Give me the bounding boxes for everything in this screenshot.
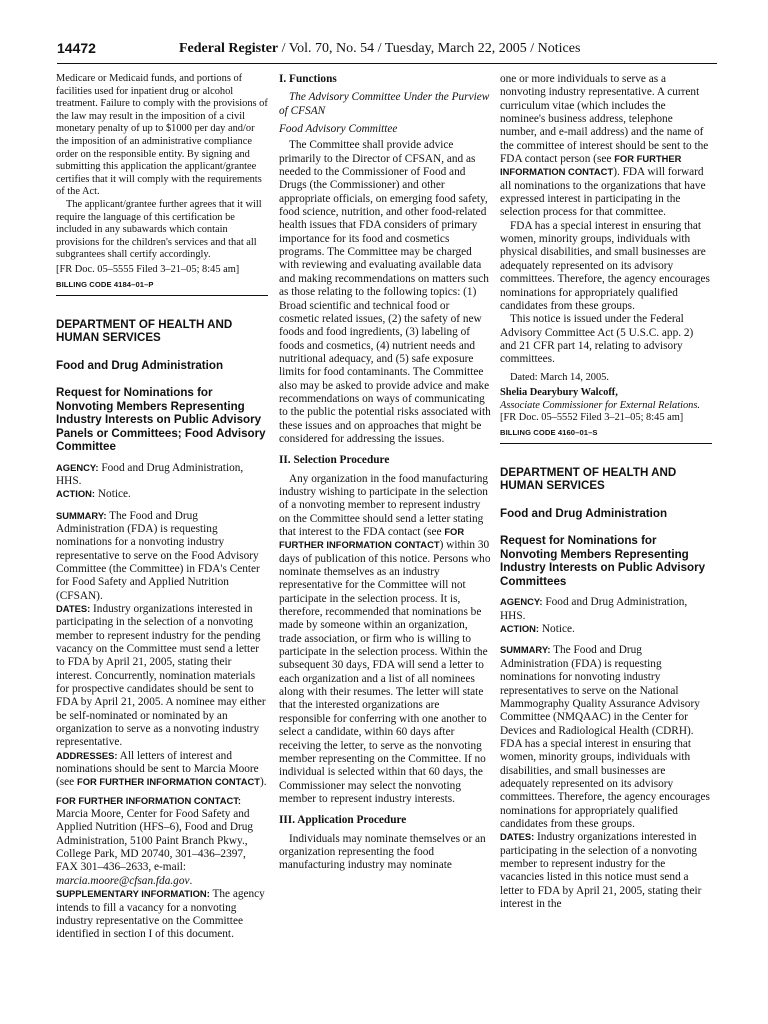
cross-reference: FOR FURTHER INFORMATION CONTACT	[500, 153, 682, 178]
signer-title: Associate Commissioner for External Relations.	[500, 399, 701, 411]
paragraph: Individuals may nominate themselves or an organization representing the food manufacturing industry may nominate	[279, 832, 486, 872]
agency-value: Food and Drug Administration, HHS.	[500, 596, 688, 622]
paragraph	[279, 473, 491, 807]
column-3	[500, 73, 712, 911]
paragraph: This notice is issued under the Federal Advisory Committee Act (5 U.S.C. app. 2) and 21 CFR part 14, relating to advisory committees.	[500, 313, 694, 366]
supplementary-text: The agency intends to fill a vacancy for a nonvoting industry representative on the Committee identified in section I of this document.	[56, 888, 265, 941]
running-head	[179, 41, 580, 57]
department-heading: DEPARTMENT OF HEALTH AND HUMAN SERVICES	[56, 317, 233, 344]
subsection-heading: Food Advisory Committee	[279, 123, 398, 136]
dated-line: Dated: March 14, 2005.	[510, 371, 609, 383]
action-line	[500, 623, 712, 636]
dates-text: Industry organizations interested in participating in the selection of a nonvoting member to represent industry for the pending vacancy on the Committee must send a letter to FDA by April 21, 2005, stating their interest. Concurrently, nomination materials for prospective candidates should be sent to FDA by April 21, 2005. A nominee may either be self-nominated or nominated by an organization to serve as a nonvoting industry representative.	[56, 602, 266, 749]
dates-label: DATES:	[56, 602, 91, 614]
section-heading: II. Selection Procedure	[279, 454, 390, 467]
contact-label	[56, 795, 268, 808]
page-header	[57, 40, 717, 62]
agency-line	[56, 462, 268, 489]
column-1	[56, 73, 268, 942]
summary-paragraph	[500, 644, 712, 831]
fr-doc-line: [FR Doc. 05–5555 Filed 3–21–05; 8:45 am]	[56, 263, 240, 275]
divider	[56, 295, 268, 296]
section-heading: III. Application Procedure	[279, 814, 407, 827]
agency-value: Food and Drug Administration, HHS.	[56, 461, 244, 487]
dates-text: Industry organizations interested in participating in the selection of a nonvoting member to represent industry for the vacancies listed in this notice must send a letter to FDA by April 21, 2005, stating their interest in the	[500, 831, 702, 910]
contact-text: Marcia Moore, Center for Food Safety and Applied Nutrition (HFS–6), Food and Drug Administration, 5100 Paint Branch Pkwy., College Park, MD 20740, 301–436–2397, FAX 301–436–2633, e-mail:	[56, 808, 254, 874]
cross-reference: FOR FURTHER INFORMATION CONTACT	[77, 776, 260, 788]
agency-heading: Food and Drug Administration	[56, 358, 224, 372]
summary-label: SUMMARY:	[500, 644, 551, 656]
signer-name: Shelia Dearybury Walcoff,	[500, 387, 618, 399]
text: ). FDA will forward all nominations to the organizations that have expressed interest in participating in the selection process for that committee.	[500, 166, 706, 219]
contact-paragraph	[56, 808, 268, 888]
paragraph: The applicant/grantee further agrees that it will require the language of this certification be included in any subawards which contain provisions for the children's services and that all subgrantees shall certify accordingly.	[56, 198, 262, 261]
document-title: Request for Nominations for Nonvoting Members Representing Industry Interests on Public Advisory Panels or Committees; Food Advisory Committee	[56, 386, 266, 453]
addresses-text: All letters of interest and nominations should be sent to Marcia Moore (see	[56, 749, 259, 789]
text: Any organization in the food manufacturing industry wishing to participate in the selection of a nonvoting member to represent industry on the Committee should send a letter stating that interest to the FDA contact (see	[279, 472, 489, 538]
department-heading: DEPARTMENT OF HEALTH AND HUMAN SERVICES	[500, 465, 677, 493]
header-rule	[57, 63, 717, 64]
action-label: ACTION:	[56, 488, 96, 500]
text: one or more individuals to serve as a nonvoting industry representative. A current curriculum vitae (which includes the nominee's business address, telephone number, and e-mail address) and the name of the committee of interest should be sent to the FDA contact person (see	[500, 73, 709, 166]
summary-label: SUMMARY:	[56, 509, 107, 521]
action-label: ACTION:	[500, 623, 540, 635]
action-value: Notice.	[539, 623, 575, 636]
dates-paragraph	[56, 603, 268, 750]
subsection-heading: The Advisory Committee Under the Purview of CFSAN	[279, 91, 490, 117]
agency-line	[500, 596, 712, 623]
dates-label: DATES:	[500, 831, 535, 843]
agency-label: AGENCY:	[56, 461, 99, 473]
page-number: 14472	[57, 40, 96, 56]
billing-code: BILLING CODE 4184–01–P	[56, 279, 154, 289]
punctuation: .	[189, 874, 193, 887]
contact-email[interactable]: marcia.moore@cfsan.fda.gov	[56, 874, 190, 887]
divider	[500, 443, 712, 444]
addresses-paragraph	[56, 750, 268, 790]
document-title: Request for Nominations for Nonvoting Members Representing Industry Interests on Public Advisory Committees	[500, 534, 706, 588]
punctuation: ).	[259, 776, 267, 789]
action-value: Notice.	[95, 488, 131, 501]
summary-text: The Food and Drug Administration (FDA) is requesting nominations for a nonvoting industry representative to serve on the Food Advisory Committee (the Committee) in FDA's Center for Food Safety and Applied Nutrition (CFSAN).	[56, 509, 260, 602]
paragraph: FDA has a special interest in ensuring that women, minority groups, individuals with physical disabilities, and small businesses are adequately represented on its advisory committees. Therefore, the agency encourages nominations for appropriately qualified candidates from these groups.	[500, 219, 710, 312]
billing-code: BILLING CODE 4160–01–S	[500, 427, 598, 437]
cross-reference: FOR FURTHER INFORMATION CONTACT	[279, 526, 465, 551]
section-heading: I. Functions	[279, 73, 337, 85]
contact-heading: FOR FURTHER INFORMATION CONTACT:	[56, 794, 242, 806]
supplementary-paragraph	[56, 888, 268, 941]
dates-paragraph	[500, 831, 712, 911]
fr-doc-line: [FR Doc. 05–5552 Filed 3–21–05; 8:45 am]	[500, 412, 684, 424]
paragraph: Medicare or Medicaid funds, and portions of facilities used for inpatient drug or alcohol treatment. Failure to comply with the provisions of the law may result in the imposition of a civil monetary penalty of up to $1000 per day and/or the imposition of an administrative compliance order on the responsible entity. By signing and submitting this application the applicant/grantee certifies that it will comply with the requirements of the Act.	[56, 73, 268, 198]
paragraph	[500, 73, 712, 220]
agency-label: AGENCY:	[500, 596, 543, 608]
summary-text: The Food and Drug Administration (FDA) is requesting nominations for nonvoting industry representatives to serve on the National Mammography Quality Assurance Advisory Committee (NMQAAC) in the Center for Devices and Radiological Health (CDRH). FDA has a special interest in ensuring that women, minority groups, individuals with disabilities, and small businesses are adequately represented on its advisory committees. Therefore, the agency encourages nominations for appropriately qualified candidates from these groups.	[500, 644, 710, 830]
addresses-label: ADDRESSES:	[56, 749, 118, 761]
summary-paragraph	[56, 510, 268, 603]
journal-name: Federal Register	[179, 41, 279, 56]
paragraph: The Committee shall provide advice primarily to the Director of CFSAN, and as needed to the Commissioner of Food and Drugs (the Commissioner) and other appropriate officials, on emerging food safety, food science, nutrition, and other food-related health issues that FDA considers of primary importance for its food and cosmetics programs. The Committee may be charged with reviewing and evaluating available data and making recommendations on matters such as those relating to the following topics: (1) Broad scientific and technical food or cosmetic related issues, (2) the safety of new foods and food ingredients, (3) labeling of foods and cosmetics, (4) nutrient needs and nutritional adequacy, and (5) safe exposure limits for food contaminants. The Committee also may be asked to provide advice and make recommendations on ways of communicating to the public the potential risks associated with these issues and on approaches that might be considered for addressing the issues.	[279, 139, 491, 445]
issue-info: / Vol. 70, No. 54 / Tuesday, March 22, 2005 / Notices	[278, 41, 581, 56]
action-line	[56, 488, 268, 501]
text: ) within 30 days of publication of this notice. Persons who nominate themselves as an industry representative for the Committee will not participate in the selection process. It is, therefore, recommended that nominations be made by someone within an organization, trade association, or firm who is willing to participate in the selection process. Within the subsequent 30 days, FDA will send a letter to each organization and a list of all nominees along with their resumes. The letter will state that the interested organizations are responsible for conferring with one another to select a candidate, within 60 days after receiving the letter, to serve as the nonvoting member representing on the Committee. If no individual is selected within that 60 days, the Commissioner may select the nonvoting member to represent industry interests.	[279, 539, 491, 805]
agency-heading: Food and Drug Administration	[500, 506, 668, 520]
column-2	[279, 73, 491, 873]
supplementary-label: SUPPLEMENTARY INFORMATION:	[56, 888, 210, 900]
